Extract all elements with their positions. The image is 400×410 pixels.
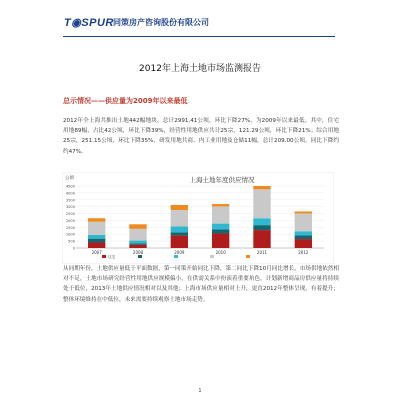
bar-segment-2007-4 [88,218,105,221]
bar-segment-2011-4 [253,186,270,189]
bar-segment-2008-4 [129,224,146,229]
bar-segment-2009-4 [171,205,188,210]
bar-segment-2007-0 [88,242,105,248]
bar-segment-2009-1 [171,232,188,235]
bar-segment-2009-0 [171,236,188,248]
y-axis-label: 公顷 [65,176,74,181]
bar-segment-2008-2 [129,241,146,244]
y-tick-label: 2000 [65,218,75,223]
bar-segment-2008-1 [129,243,146,245]
bar-segment-2012-0 [295,239,312,248]
bar-segment-2010-1 [212,229,229,233]
y-tick-label: 1000 [65,232,75,237]
paragraph-1: 2012年全上海共推出土地442幅地块，总计2991.41公顷，环比下降27%，为2009年以来最低。其中，住宅用地89幅，占比42公顷，环比下降39%，经营性用地供应共计25宗，121.29公顷，环比下降21%；综合用地25宗，251.15公顷，环比下降35%，研发用地共商、内工业用地及仓储11幅，总计209.00公顷，同比下降约约47%。 [63,118,339,155]
bar-segment-2007-2 [88,235,105,239]
bar-segment-2010-2 [212,224,229,230]
y-tick-label: 3500 [65,198,75,203]
bar-segment-2011-1 [253,225,270,230]
paragraph-2: 从同期年份，土地供应量低于平面数据，第一同策开始同比下降，第二同比下降10月同比增长，市场供地依然相对不足，土地市场研究经营性用地供应规模偏小，在供需关系中扮演着重要角色，计划新增商品房供应量将持续处于低位，2013年土地供应情况相对以及其他；上海市场供应量相对上升，更直2012年整体呈现，有着提升；整体环境维持在中低位，未来需要持续观察土地市场走势。 [63,266,339,303]
legend-label: 住宅 [108,255,116,259]
x-tick-label: 2011 [256,250,268,255]
legend-swatch [246,255,250,258]
y-tick-label: 4000 [65,191,75,196]
header-divider [63,36,335,37]
bar-segment-2010-4 [212,204,229,206]
land-supply-chart [62,172,334,264]
bar-segment-2009-2 [171,227,188,233]
y-tick-label: 1500 [65,225,75,230]
bar-segment-2012-2 [295,231,312,235]
legend-swatch [174,255,178,258]
y-tick-label: 4500 [65,184,75,189]
bar-segment-2007-1 [88,239,105,243]
bar-segment-2012-3 [295,213,312,231]
chart-title: 上海土地年度供应情况 [189,176,255,184]
y-tick-label: 0 [72,246,75,251]
legend-swatch [138,255,142,258]
x-tick-label: 2009 [174,250,185,255]
report-title: 2012年上海土地市场监测报告 [139,64,261,74]
y-tick-label: 3000 [65,205,75,210]
bar-segment-2011-2 [253,218,270,225]
company-logo: T◉SPUR [64,17,114,29]
y-tick-label: 2500 [65,212,75,217]
y-tick-label: 500 [68,239,75,244]
legend-swatch [102,255,106,258]
bar-segment-2010-0 [212,234,229,248]
x-tick-label: 2007 [91,250,102,255]
bar-segment-2008-3 [129,229,146,241]
bar-segment-2009-3 [171,210,188,227]
page-header [0,14,400,36]
bar-segment-2011-3 [253,189,270,218]
bar-segment-2008-0 [129,245,146,248]
bar-segment-2012-1 [295,235,312,239]
bar-segment-2011-0 [253,230,270,248]
bar-segment-2010-3 [212,206,229,223]
company-name: 同策房产咨询股份有限公司 [113,18,209,27]
bar-segment-2012-4 [295,211,312,213]
page-number: 1 [198,388,202,394]
section-heading: 总示情况——供应量为2009年以来最低 [63,97,188,105]
bar-segment-2007-3 [88,222,105,235]
x-tick-label: 2010 [215,250,226,255]
x-tick-label: 2012 [298,250,309,255]
legend-swatch [210,255,214,258]
x-tick-label: 2008 [132,250,144,255]
